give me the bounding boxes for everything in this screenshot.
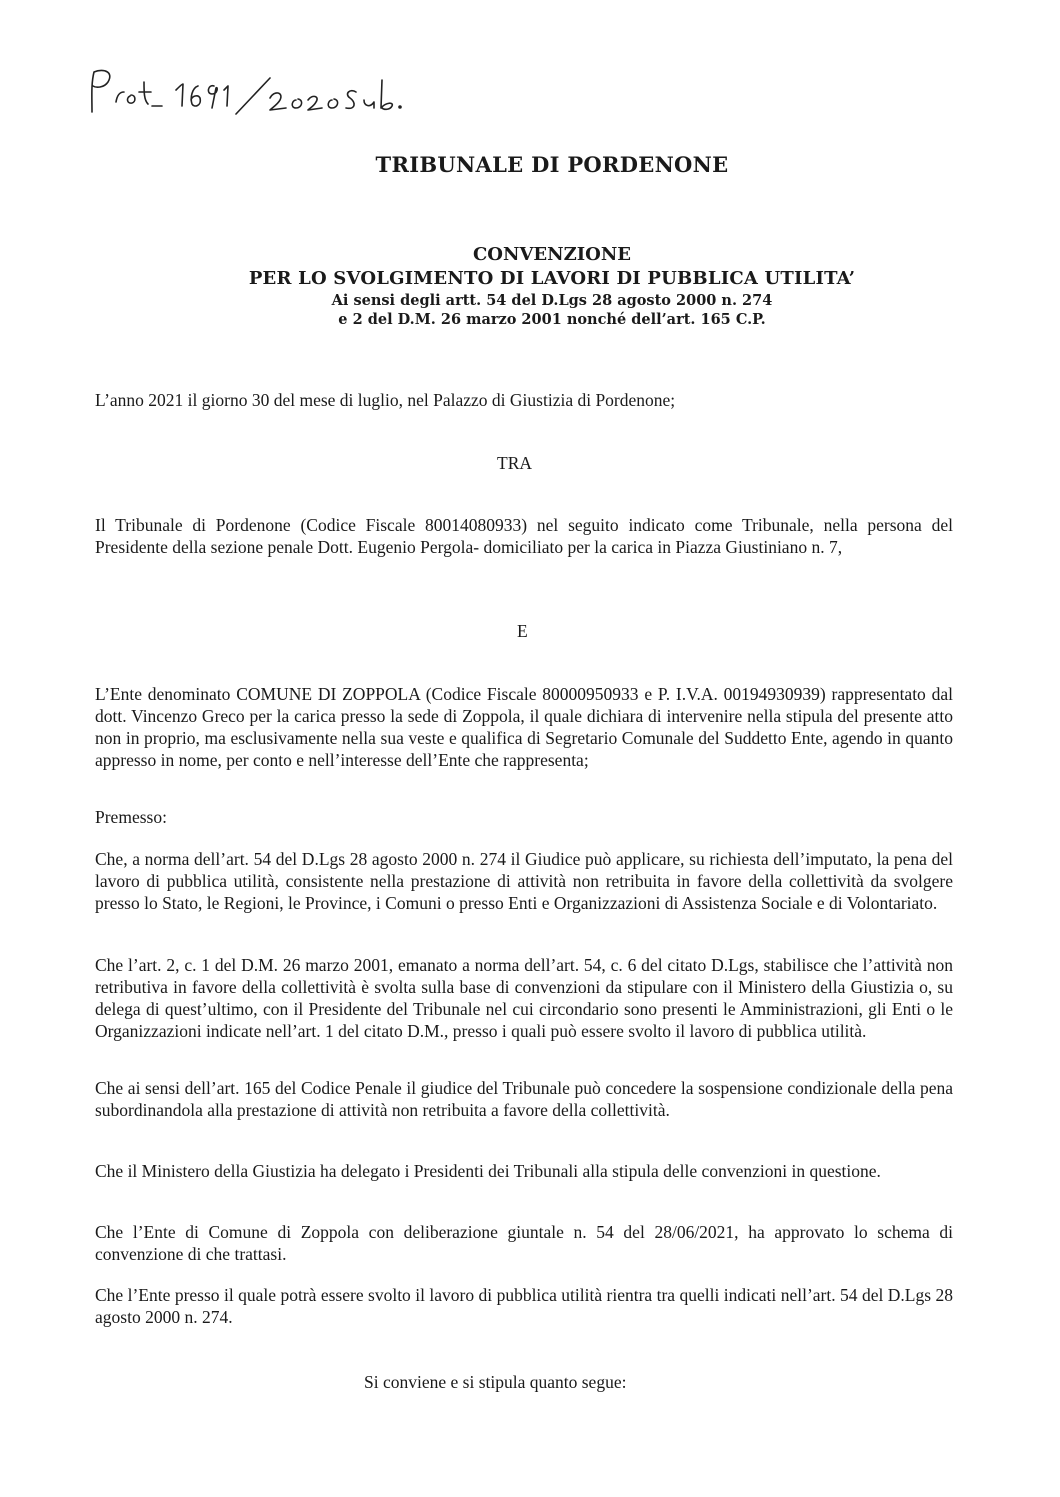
premise-item: Che, a norma dell’art. 54 del D.Lgs 28 agosto 2000 n. 274 il Giudice può applicare, su richiesta dell’imputato, la pena del lavoro di pubblica utilità, consistente nella prestazione di attività non retribuita in favore della collettività da svolgere presso lo Stato, le Regioni, le Province, i Comuni o presso Enti e Organizzazioni di Assistenza Sociale e di Volontariato. — [95, 849, 953, 913]
court-title: TRIBUNALE DI PORDENONE — [375, 152, 729, 177]
premise-item: Che ai sensi dell’art. 165 del Codice Penale il giudice del Tribunale può concedere la sospensione condizionale della pena subordinandola alla prestazione di attività non retribuita a favore della collettività. — [95, 1078, 953, 1120]
e-separator: E — [517, 621, 528, 641]
closing-statement: Si conviene e si stipula quanto segue: — [364, 1372, 627, 1392]
convention-title: CONVENZIONE — [472, 244, 631, 265]
tra-separator: TRA — [497, 453, 532, 473]
premise-item: Che l’art. 2, c. 1 del D.M. 26 marzo 2001, emanato a norma dell’art. 54, c. 6 del citato D.Lgs, stabilisce che l’attività non retributiva in favore della collettività è svolta sulla base di convenzioni da stipulare con il Ministero della Giustizia o, su delega di quest’ultimo, con il Presidente del Tribunale nel cui circondario sono presenti le Amministrazioni, gli Enti o le Organizzazioni indicate nell’art. 1 del citato D.M., presso i quali può essere svolto il lavoro di pubblica utilità. — [95, 955, 953, 1041]
premise-item: Che il Ministero della Giustizia ha delegato i Presidenti dei Tribunali alla stipula delle convenzioni in questione. — [95, 1161, 881, 1181]
convention-heading — [44, 243, 1060, 329]
opening-paragraph: L’anno 2021 il giorno 30 del mese di luglio, nel Palazzo di Giustizia di Pordenone; — [95, 390, 676, 410]
party-comune: L’Ente denominato COMUNE DI ZOPPOLA (Codice Fiscale 80000950933 e P. I.V.A. 00194930939) rappresentato dal dott. Vincenzo Greco per la carica presso la sede di Zoppola, il quale dichiara di intervenire nella stipula del presente atto non in proprio, ma esclusivamente nella sua veste e qualifica di Segretario Comunale del Suddetto Ente, agendo in quanto appresso in nome, per conto e nell’interesse dell’Ente che rappresenta; — [95, 684, 953, 770]
party-tribunal: Il Tribunale di Pordenone (Codice Fiscale 80014080933) nel seguito indicato come Tribunale, nella persona del Presidente della sezione penale Dott. Eugenio Pergola- domiciliato per la carica in Piazza Giustiniano n. 7, — [95, 515, 953, 557]
premesso-label: Premesso: — [95, 807, 167, 827]
legal-basis-line-1: Ai sensi degli artt. 54 del D.Lgs 28 agosto 2000 n. 274 — [331, 292, 773, 309]
premise-item: Che l’Ente di Comune di Zoppola con deliberazione giuntale n. 54 del 28/06/2021, ha approvato lo schema di convenzione di che trattasi. — [95, 1222, 953, 1264]
convention-subtitle: PER LO SVOLGIMENTO DI LAVORI DI PUBBLICA UTILITA’ — [248, 268, 856, 289]
legal-basis-line-2: e 2 del D.M. 26 marzo 2001 nonché dell’art. 165 C.P. — [338, 311, 766, 328]
handwritten-protocol-note — [86, 62, 416, 122]
premise-item: Che l’Ente presso il quale potrà essere svolto il lavoro di pubblica utilità rientra tra quelli indicati nell’art. 54 del D.Lgs 28 agosto 2000 n. 274. — [95, 1285, 953, 1327]
